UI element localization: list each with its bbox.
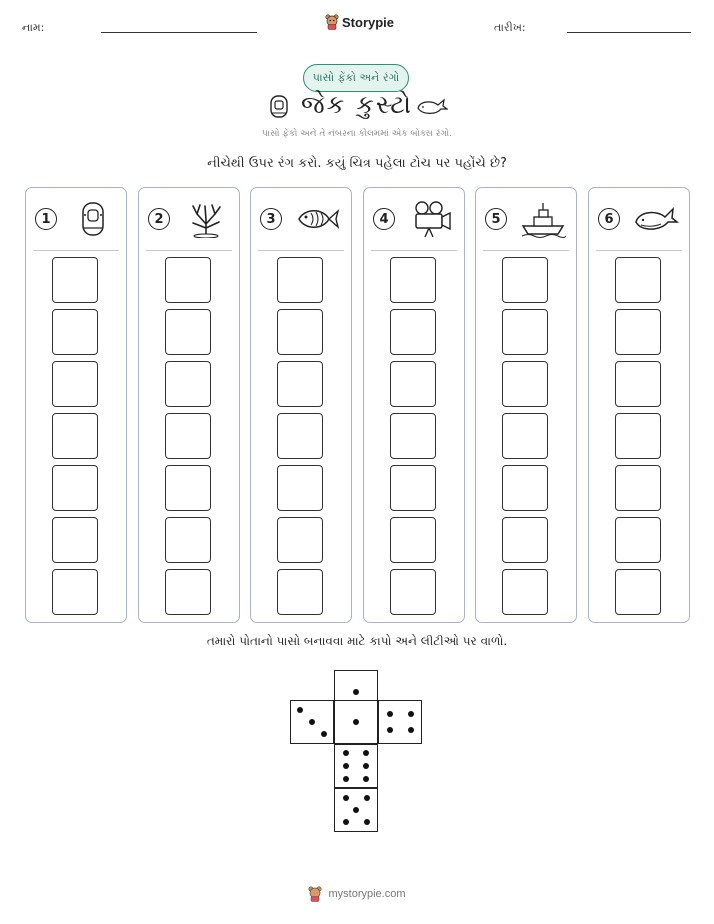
die-pip: [364, 795, 370, 801]
die-face-6: [334, 744, 378, 788]
die-pip: [387, 711, 393, 717]
column-header: [364, 188, 464, 248]
color-box[interactable]: [52, 517, 98, 563]
color-box[interactable]: [502, 257, 548, 303]
color-box[interactable]: [615, 569, 661, 615]
color-box[interactable]: [502, 309, 548, 355]
color-box[interactable]: [277, 309, 323, 355]
game-badge: પાસો ફેંકો અને રંગો: [303, 64, 409, 92]
diving-helmet-icon: [268, 94, 290, 120]
column-number: 1: [35, 208, 57, 230]
color-box[interactable]: [502, 361, 548, 407]
die-pip: [343, 750, 349, 756]
color-box[interactable]: [502, 517, 548, 563]
color-box[interactable]: [390, 257, 436, 303]
name-label: નામ:: [22, 21, 45, 34]
color-box[interactable]: [615, 413, 661, 459]
column-header: [139, 188, 239, 248]
column-header: [589, 188, 689, 248]
column-6: [588, 187, 690, 623]
column-number: 6: [598, 208, 620, 230]
column-2: [138, 187, 240, 623]
die-pip: [408, 727, 414, 733]
column-header: [476, 188, 576, 248]
column-header: [26, 188, 126, 248]
column-divider: [483, 250, 569, 251]
color-box[interactable]: [502, 569, 548, 615]
die-pip: [343, 795, 349, 801]
column-number: 3: [260, 208, 282, 230]
whale-icon: [416, 96, 448, 118]
color-box[interactable]: [615, 257, 661, 303]
column-divider: [33, 250, 119, 251]
color-box[interactable]: [165, 517, 211, 563]
color-box[interactable]: [390, 569, 436, 615]
color-box[interactable]: [165, 257, 211, 303]
instruction: નીચેથી ઉપર રંગ કરો. કયું ચિત્ર પહેલા ટોચ પર પહોંચે છે?: [207, 156, 507, 171]
color-box[interactable]: [165, 361, 211, 407]
footer: [0, 886, 714, 902]
die-pip: [363, 763, 369, 769]
die-pip: [353, 807, 359, 813]
date-line: [567, 32, 691, 33]
color-box[interactable]: [52, 361, 98, 407]
color-box[interactable]: [52, 569, 98, 615]
color-box[interactable]: [165, 413, 211, 459]
color-box[interactable]: [615, 361, 661, 407]
color-box[interactable]: [390, 413, 436, 459]
column-3: [250, 187, 352, 623]
color-box[interactable]: [502, 413, 548, 459]
coral-icon: [183, 200, 229, 238]
film-camera-icon: [408, 200, 454, 238]
color-box[interactable]: [277, 361, 323, 407]
column-number: 2: [148, 208, 170, 230]
die-pip: [297, 707, 303, 713]
date-label: તારીખ:: [494, 21, 526, 34]
color-box[interactable]: [165, 309, 211, 355]
die-pip: [364, 819, 370, 825]
column-divider: [371, 250, 457, 251]
column-divider: [258, 250, 344, 251]
column-number: 4: [373, 208, 395, 230]
column-4: [363, 187, 465, 623]
color-box[interactable]: [277, 413, 323, 459]
bear-mascot-icon: [308, 886, 322, 902]
die-pip: [353, 719, 359, 725]
column-1: [25, 187, 127, 623]
column-header: [251, 188, 351, 248]
color-box[interactable]: [165, 465, 211, 511]
die-pip: [309, 719, 315, 725]
name-line: [101, 32, 257, 33]
bear-mascot-icon: [325, 14, 339, 30]
color-box[interactable]: [52, 413, 98, 459]
page-title: જેક કુસ્ટો: [300, 90, 414, 119]
color-box[interactable]: [390, 361, 436, 407]
die-face-3: [290, 700, 334, 744]
die-pip: [343, 763, 349, 769]
die-face-1: [334, 700, 378, 744]
column-5: [475, 187, 577, 623]
color-box[interactable]: [615, 517, 661, 563]
die-pip: [387, 727, 393, 733]
die-pip: [408, 711, 414, 717]
brand-logo: [325, 14, 394, 30]
ship-icon: [520, 200, 566, 238]
diving-helmet-icon: [70, 200, 116, 238]
color-box[interactable]: [615, 465, 661, 511]
cut-instruction: તમારો પોતાનો પાસો બનાવવા માટે કાપો અને લીટીઓ પર વાળો.: [206, 634, 508, 648]
color-box[interactable]: [277, 257, 323, 303]
die-pip: [343, 819, 349, 825]
color-box[interactable]: [615, 309, 661, 355]
color-box[interactable]: [52, 465, 98, 511]
color-box[interactable]: [277, 465, 323, 511]
die-pip: [353, 689, 359, 695]
color-box[interactable]: [390, 465, 436, 511]
color-box[interactable]: [390, 309, 436, 355]
color-box[interactable]: [390, 517, 436, 563]
whale-icon: [633, 200, 679, 238]
footer-url: mystorypie.com: [328, 888, 406, 900]
color-box[interactable]: [52, 309, 98, 355]
die-pip: [343, 776, 349, 782]
fish-icon: [295, 200, 341, 238]
column-divider: [596, 250, 682, 251]
die-pip: [363, 776, 369, 782]
die-face-4: [378, 700, 422, 744]
color-box[interactable]: [277, 517, 323, 563]
die-face-5: [334, 788, 378, 832]
column-divider: [146, 250, 232, 251]
brand-name: Storypie: [342, 14, 395, 30]
color-box[interactable]: [165, 569, 211, 615]
die-pip: [363, 750, 369, 756]
subtitle: પાસો ફેંકો અને તે નંબરના કોલમમાં એક બોક્સ રંગો.: [261, 129, 453, 139]
color-box[interactable]: [277, 569, 323, 615]
color-box[interactable]: [52, 257, 98, 303]
column-number: 5: [485, 208, 507, 230]
color-box[interactable]: [502, 465, 548, 511]
die-net: [290, 670, 426, 840]
die-pip: [321, 731, 327, 737]
